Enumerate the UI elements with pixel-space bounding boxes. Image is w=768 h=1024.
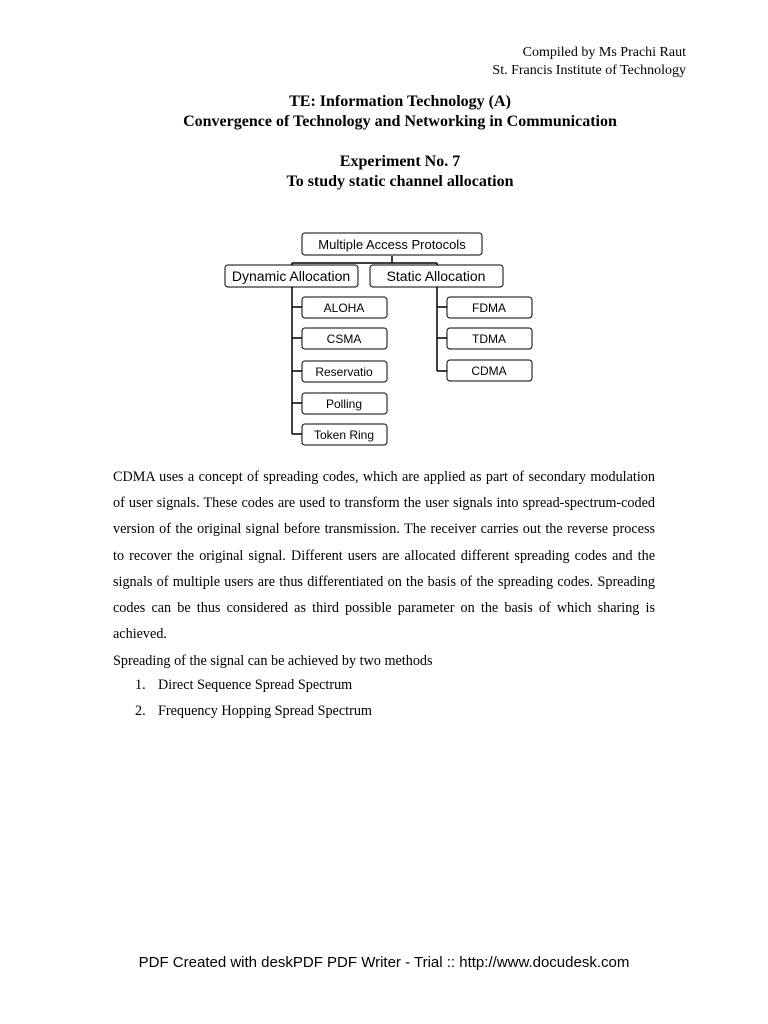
branch-label-dynamic: Dynamic Allocation — [231, 268, 351, 284]
course-title: TE: Information Technology (A) — [289, 93, 511, 110]
methods-intro: Spreading of the signal can be achieved by two methods — [113, 653, 433, 669]
protocol-tree-diagram — [0, 0, 768, 460]
leaf-label: CSMA — [326, 332, 362, 346]
leaf-node-csma — [302, 328, 387, 349]
branch-node-dynamic — [225, 265, 358, 287]
pdf-footer: PDF Created with deskPDF PDF Writer - Trial :: http://www.docudesk.com — [138, 954, 630, 971]
leaf-node-cdma — [447, 360, 532, 381]
list-item-number: 2. — [135, 703, 146, 719]
compiled-by: Compiled by Ms Prachi Raut — [522, 45, 686, 60]
leaf-node-polling — [302, 393, 387, 414]
leaf-node-aloha — [302, 297, 387, 318]
leaf-label: CDMA — [471, 364, 507, 378]
institute-name: St. Francis Institute of Technology — [492, 63, 686, 78]
experiment-number: Experiment No. 7 — [339, 153, 461, 170]
root-node-label: Multiple Access Protocols — [318, 237, 466, 252]
list-item-text: Direct Sequence Spread Spectrum — [158, 677, 353, 693]
list-item-text: Frequency Hopping Spread Spectrum — [158, 703, 372, 719]
branch-label-static: Static Allocation — [386, 268, 486, 284]
leaf-node-reservation — [302, 361, 387, 382]
leaf-label: ALOHA — [323, 301, 365, 315]
leaf-node-fdma — [447, 297, 532, 318]
leaf-label: FDMA — [472, 301, 506, 315]
subject-title: Convergence of Technology and Networking in Communication — [183, 113, 617, 130]
cdma-paragraph: CDMA uses a concept of spreading codes, which are applied as part of secondary modulation of user signals. These codes are used to transform the user signals into spread-spectrum-coded version of the original signal before transmission. The receiver carries out the reverse process to recover the original signal. Different users are allocated different spreading codes and the signals of multiple users are thus differentiated on the basis of the spreading codes. Spreading codes can be thus considered as third possible parameter on the basis of which sharing is achieved. — [113, 469, 655, 643]
branch-node-static — [370, 265, 503, 287]
list-item-number: 1. — [135, 677, 146, 693]
leaf-node-tdma — [447, 328, 532, 349]
leaf-label: Token Ring — [313, 428, 375, 442]
experiment-aim: To study static channel allocation — [286, 173, 514, 190]
body-paragraph-block — [113, 464, 655, 647]
leaf-label: Reservatio — [315, 365, 373, 379]
leaf-label: TDMA — [472, 332, 506, 346]
leaf-label: Polling — [325, 397, 363, 411]
leaf-node-token-ring — [302, 424, 387, 445]
root-node — [302, 233, 482, 255]
